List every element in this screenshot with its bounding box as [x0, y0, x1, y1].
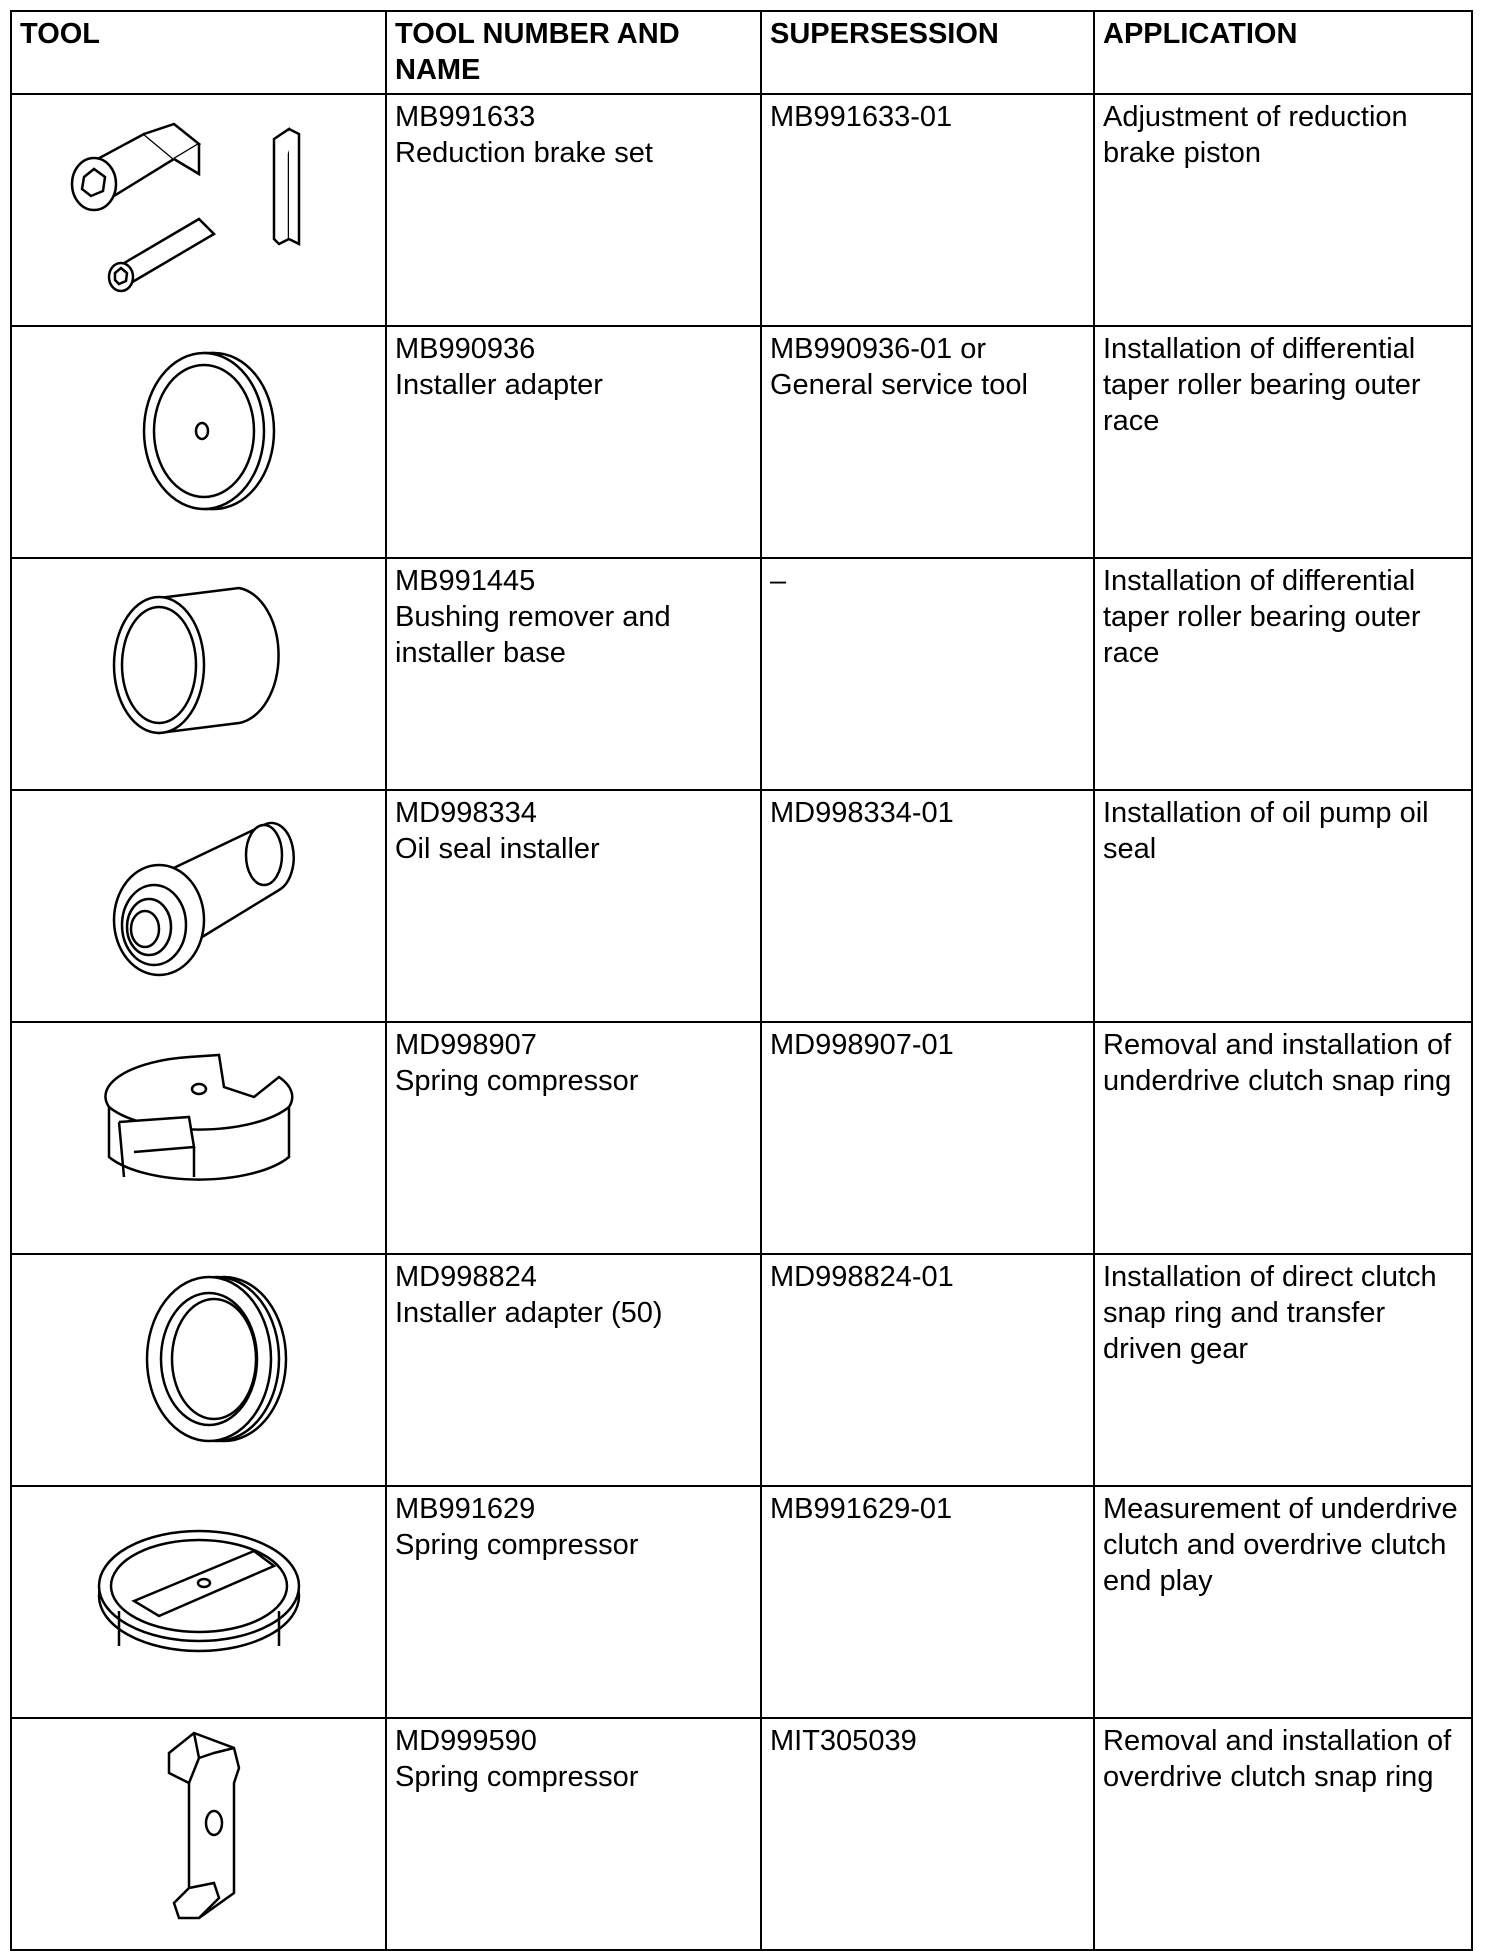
tool-number-name-cell	[386, 1254, 761, 1486]
reduction-brake-set-icon	[49, 99, 349, 299]
tool-name: Oil seal installer	[395, 833, 600, 865]
tool-number-name-cell	[386, 558, 761, 790]
installer-adapter-ring-icon	[49, 1259, 349, 1459]
tool-number: MD998334	[395, 797, 537, 829]
tool-name: Installer adapter (50)	[395, 1297, 663, 1329]
tool-number: MB991629	[395, 1493, 536, 1525]
application-cell: Installation of oil pump oil seal	[1094, 790, 1472, 1022]
tool-number: MB990936	[395, 333, 536, 365]
header-row	[11, 11, 1472, 94]
supersession-cell: –	[761, 558, 1094, 790]
tool-number-name-cell	[386, 94, 761, 326]
tool-name: Spring compressor	[395, 1065, 639, 1097]
bushing-installer-base-icon	[49, 563, 349, 763]
spring-compressor-bracket-icon	[49, 1723, 349, 1923]
tool-number: MD998907	[395, 1029, 537, 1061]
tool-name: Spring compressor	[395, 1529, 639, 1561]
tool-image-cell	[11, 790, 386, 1022]
header-application: APPLICATION	[1094, 11, 1472, 94]
tool-number-name-cell	[386, 790, 761, 1022]
table-row	[11, 1022, 1472, 1254]
special-tools-table	[10, 10, 1473, 1951]
tool-number-name-cell	[386, 1022, 761, 1254]
tool-number: MB991633	[395, 101, 536, 133]
application-cell: Installation of differential taper roller bearing outer race	[1094, 558, 1472, 790]
oil-seal-installer-icon	[49, 795, 349, 995]
tool-image-cell	[11, 558, 386, 790]
tool-name: Installer adapter	[395, 369, 603, 401]
table-row	[11, 790, 1472, 1022]
tool-image-cell	[11, 94, 386, 326]
table-row	[11, 1254, 1472, 1486]
application-cell: Installation of differential taper roller bearing outer race	[1094, 326, 1472, 558]
supersession-cell: MB990936-01 or General service tool	[761, 326, 1094, 558]
header-supersession: SUPERSESSION	[761, 11, 1094, 94]
header-tool-number-and-name: TOOL NUMBER AND NAME	[386, 11, 761, 94]
tool-name: Spring compressor	[395, 1761, 639, 1793]
tool-name: Bushing remover and installer base	[395, 601, 671, 669]
table-row	[11, 1486, 1472, 1718]
supersession-cell: MIT305039	[761, 1718, 1094, 1950]
supersession-cell: MD998334-01	[761, 790, 1094, 1022]
application-cell: Adjustment of reduction brake piston	[1094, 94, 1472, 326]
table-row	[11, 326, 1472, 558]
tool-number: MB991445	[395, 565, 536, 597]
table-row	[11, 1718, 1472, 1950]
supersession-cell: MB991629-01	[761, 1486, 1094, 1718]
supersession-cell: MB991633-01	[761, 94, 1094, 326]
installer-adapter-disc-icon	[49, 331, 349, 531]
tool-image-cell	[11, 1486, 386, 1718]
tool-image-cell	[11, 326, 386, 558]
tool-number-name-cell	[386, 1718, 761, 1950]
tool-image-cell	[11, 1718, 386, 1950]
tool-image-cell	[11, 1254, 386, 1486]
tool-number-name-cell	[386, 326, 761, 558]
tool-number: MD998824	[395, 1261, 537, 1293]
table-row	[11, 94, 1472, 326]
header-tool: TOOL	[11, 11, 386, 94]
tool-name: Reduction brake set	[395, 137, 653, 169]
supersession-cell: MD998824-01	[761, 1254, 1094, 1486]
supersession-cell: MD998907-01	[761, 1022, 1094, 1254]
application-cell: Installation of direct clutch snap ring and transfer driven gear	[1094, 1254, 1472, 1486]
tool-number: MD999590	[395, 1725, 537, 1757]
application-cell: Measurement of underdrive clutch and overdrive clutch end play	[1094, 1486, 1472, 1718]
spring-compressor-block-icon	[49, 1027, 349, 1227]
tool-number-name-cell	[386, 1486, 761, 1718]
spring-compressor-plate-icon	[49, 1491, 349, 1691]
application-cell: Removal and installation of overdrive clutch snap ring	[1094, 1718, 1472, 1950]
tool-image-cell	[11, 1022, 386, 1254]
table-row	[11, 558, 1472, 790]
application-cell: Removal and installation of underdrive clutch snap ring	[1094, 1022, 1472, 1254]
